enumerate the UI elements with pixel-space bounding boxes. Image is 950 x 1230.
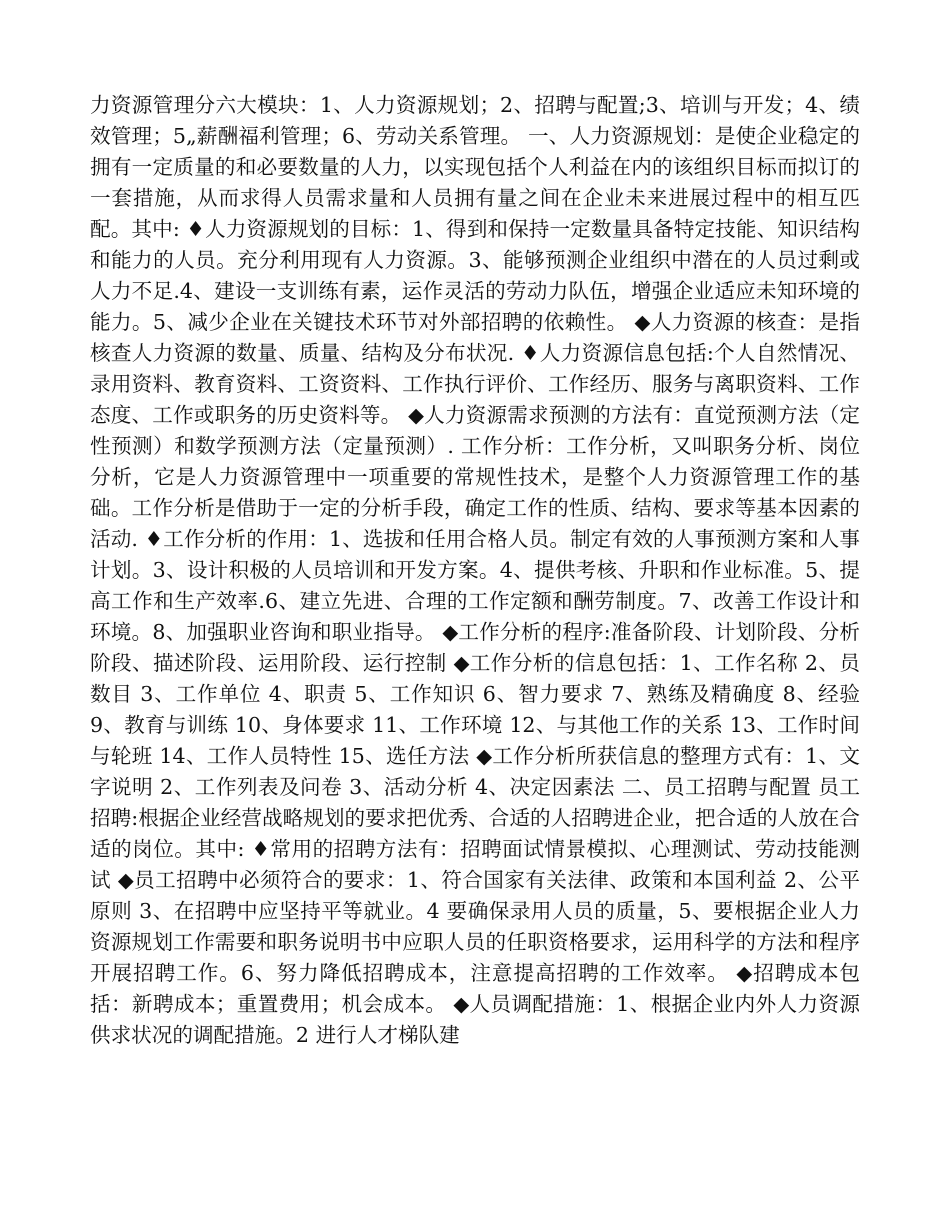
body-text: 力资源管理分六大模块：1、人力资源规划；2、招聘与配置;3、培训与开发；4、绩效管理；5„薪酬福利管理；6、劳动关系管理。 一、人力资源规划：是使企业稳定的拥有一定质量的和必要数量的人力，以实现包括个人利益在内的该组织目标而拟订的一套措施，从而求得人员需求量和人员拥有量之间在企业未来进展过程中的相互匹配。其中: ♦人力资源规划的目标：1、得到和保持一定数量具备特定技能、知识结构和能力的人员。充分利用现有人力资源。3、能够预测企业组织中潜在的人员过剩或人力不足.4、建设一支训练有素，运作灵活的劳动力队伍，增强企业适应未知环境的能力。5、减少企业在关键技术环节对外部招聘的依赖性。 ◆人力资源的核查：是指核查人力资源的数量、质量、结构及分布状况. ♦人力资源信息包括:个人自然情况、录用资料、教育资料、工资资料、工作执行评价、工作经历、服务与离职资料、工作态度、工作或职务的历史资料等。 ◆人力资源需求预测的方法有：直觉预测方法（定性预测）和数学预测方法（定量预测）. 工作分析：工作分析，又叫职务分析、岗位分析，它是人力资源管理中一项重要的常规性技术，是整个人力资源管理工作的基础。工作分析是借助于一定的分析手段，确定工作的性质、结构、要求等基本因素的活动. ♦工作分析的作用：1、选拔和任用合格人员。制定有效的人事预测方案和人事计划。3、设计积极的人员培训和开发方案。4、提供考核、升职和作业标准。5、提高工作和生产效率.6、建立先进、合理的工作定额和酬劳制度。7、改善工作设计和环境。8、加强职业咨询和职业指导。 ◆工作分析的程序:准备阶段、计划阶段、分析阶段、描述阶段、运用阶段、运行控制 ◆工作分析的信息包括：1、工作名称 2、员数目 3、工作单位 4、职责 5、工作知识 6、智力要求 7、熟练及精确度 8、经验 9、教育与训练 10、身体要求 11、工作环境 12、与其他工作的关系 13、工作时间与轮班 14、工作人员特性 15、选任方法 ◆工作分析所获信息的整理方式有：1、文字说明 2、工作列表及问卷 3、活动分析 4、决定因素法 二、员工招聘与配置 员工招聘:根据企业经营战略规划的要求把优秀、合适的人招聘进企业，把合适的人放在合适的岗位。其中: ♦常用的招聘方法有：招聘面试情景模拟、心理测试、劳动技能测试 ◆员工招聘中必须符合的要求：1、符合国家有关法律、政策和本国利益 2、公平原则 3、在招聘中应坚持平等就业。4 要确保录用人员的质量，5、要根据企业人力资源规划工作需要和职务说明书中应职人员的任职资格要求，运用科学的方法和程序开展招聘工作。6、努力降低招聘成本，注意提高招聘的工作效率。 ◆招聘成本包括：新聘成本；重置费用；机会成本。 ◆人员调配措施：1、根据企业内外人力资源供求状况的调配措施。2 进行人才梯队建 [90,93,860,1047]
